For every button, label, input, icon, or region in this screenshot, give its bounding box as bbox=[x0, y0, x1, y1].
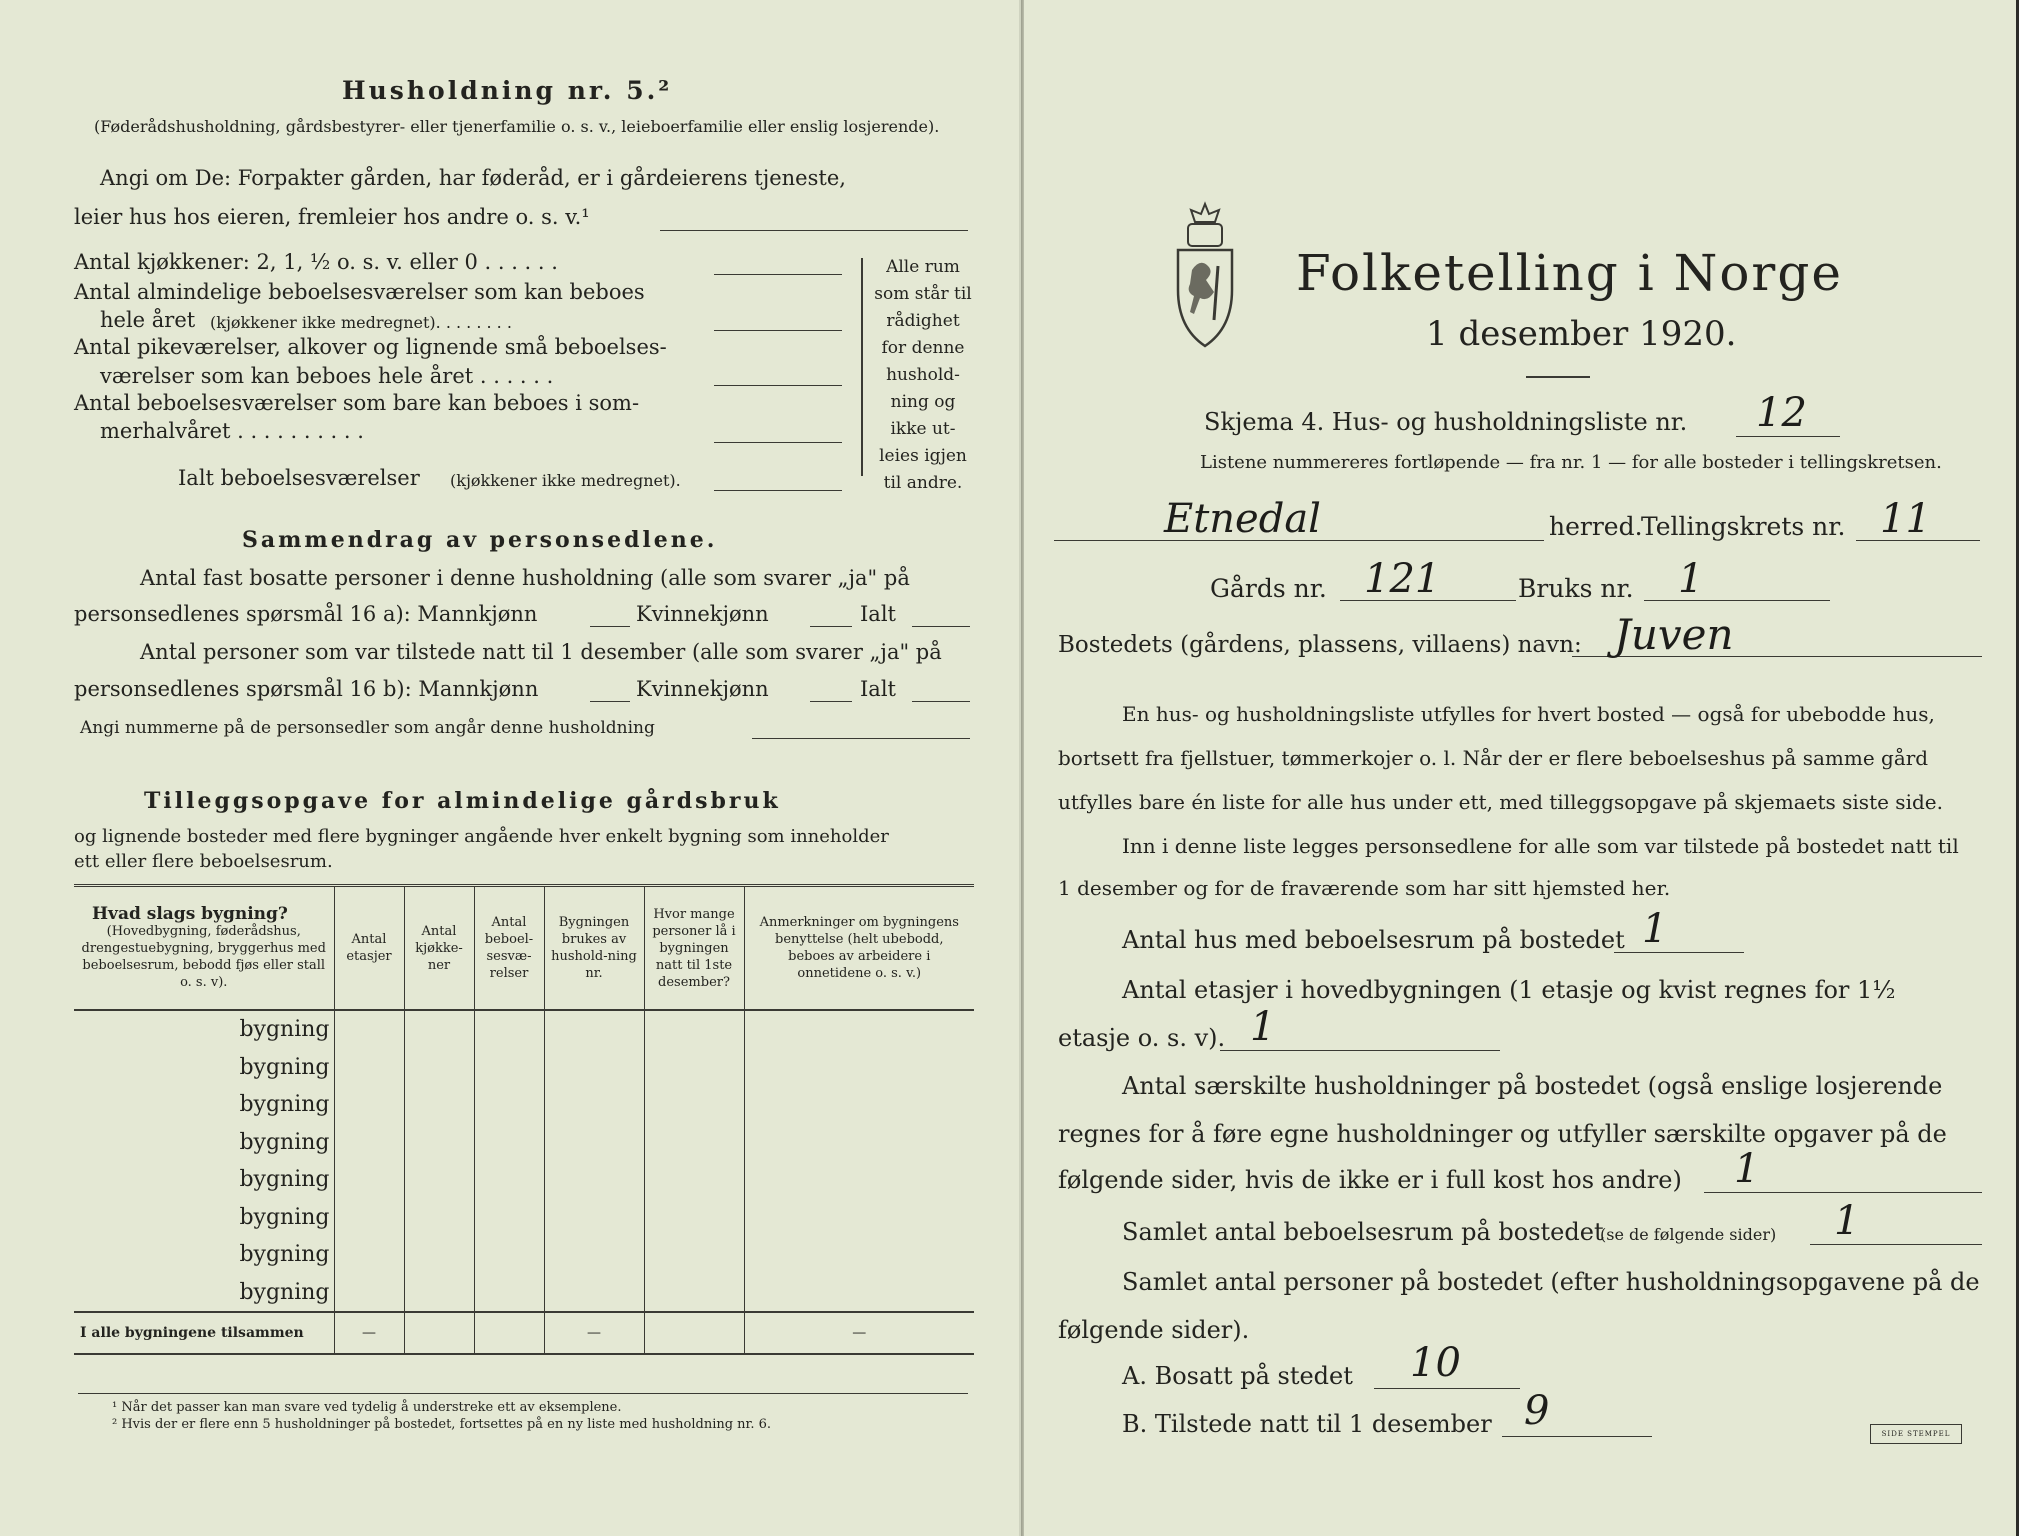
present-value: 9 bbox=[1524, 1388, 1550, 1434]
total-row bbox=[74, 1312, 974, 1354]
census-title: Folketelling i Norge bbox=[1296, 244, 1843, 302]
rooms-total-value: 1 bbox=[1834, 1198, 1860, 1244]
floors-answer-line bbox=[1220, 1050, 1500, 1051]
remarks-cell[interactable] bbox=[744, 1086, 974, 1124]
rooms-cell[interactable] bbox=[474, 1124, 544, 1162]
kitchens-cell[interactable] bbox=[404, 1086, 474, 1124]
household-no-cell[interactable] bbox=[544, 1199, 644, 1237]
occupancy-answer-line bbox=[660, 230, 968, 231]
building-type-cell[interactable] bbox=[74, 1049, 334, 1087]
table-row bbox=[74, 1274, 974, 1313]
remarks-cell[interactable] bbox=[744, 1161, 974, 1199]
rooms-cell[interactable] bbox=[474, 1086, 544, 1124]
bruks-label: Bruks nr. bbox=[1518, 574, 1634, 603]
persons-total-line2: følgende sider). bbox=[1058, 1316, 1250, 1344]
col-building-type-text: (Hovedbygning, føderådshus, drengestuebygning, bryggerhus med beboelsesrum, bebodd fjøs eller stall o. s. v). bbox=[81, 923, 326, 990]
buildings-table bbox=[74, 884, 974, 1355]
total-rooms-label: Ialt beboelsesværelser bbox=[178, 466, 420, 490]
footnote-1: ¹ Når det passer kan man svare ved tydelig å understreke ett av eksemplene. bbox=[112, 1400, 622, 1415]
side-note-line: rådighet bbox=[886, 311, 960, 331]
present-female-line bbox=[810, 701, 852, 702]
present-male-line bbox=[590, 701, 630, 702]
summary-resident-line2: personsedlenes spørsmål 16 a): Mannkjønn bbox=[74, 602, 538, 626]
row-label: bygning bbox=[239, 1054, 330, 1080]
ordinary-rooms-line2: hele året bbox=[100, 308, 196, 332]
building-type-cell[interactable] bbox=[74, 1274, 334, 1313]
table-row bbox=[74, 1086, 974, 1124]
instructions-2-line1: Inn i denne liste legges personsedlene for alle som var tilstede på bostedet natt til bbox=[1122, 834, 1959, 858]
supplement-text-line1: og lignende bosteder med flere bygninger angående hver enkelt bygning som inneholder bbox=[74, 826, 889, 847]
kitchens-cell[interactable] bbox=[404, 1199, 474, 1237]
row-label: bygning bbox=[239, 1242, 330, 1268]
bosted-value: Juven bbox=[1614, 610, 1734, 659]
col-floors: Antal etasjer bbox=[334, 886, 404, 1011]
bruks-value: 1 bbox=[1678, 556, 1704, 602]
houses-value: 1 bbox=[1642, 906, 1668, 952]
floors-line1: Antal etasjer i hovedbygningen (1 etasje og kvist regnes for 1½ bbox=[1122, 976, 1896, 1004]
table-row bbox=[74, 1161, 974, 1199]
side-note-line: Alle rum bbox=[886, 257, 960, 277]
rooms-total-label: Samlet antal beboelsesrum på bostedet bbox=[1122, 1218, 1604, 1246]
persons-cell[interactable] bbox=[644, 1161, 744, 1199]
instructions-1-line3: utfylles bare én liste for alle hus under ett, med tilleggsopgave på skjemaets siste side. bbox=[1058, 790, 1943, 814]
households-value: 1 bbox=[1734, 1146, 1760, 1192]
household-no-cell[interactable] bbox=[544, 1124, 644, 1162]
persons-cell[interactable] bbox=[644, 1010, 744, 1049]
bruks-line bbox=[1644, 600, 1830, 601]
rooms-cell[interactable] bbox=[474, 1274, 544, 1313]
census-date: 1 desember 1920. bbox=[1426, 314, 1737, 354]
floors-cell[interactable] bbox=[334, 1199, 404, 1237]
remarks-cell[interactable] bbox=[744, 1049, 974, 1087]
herred-value: Etnedal bbox=[1164, 496, 1321, 542]
summary-present-line1: Antal personer som var tilstede natt til 1 desember (alle som svarer „ja" på bbox=[140, 640, 942, 664]
occupancy-question-line1: Angi om De: Forpakter gården, har føderåd, er i gårdeierens tjeneste, bbox=[100, 166, 846, 190]
remarks-cell[interactable] bbox=[744, 1236, 974, 1274]
total-floors-cell: — bbox=[334, 1312, 404, 1354]
publisher-stamp-text: SIDE STEMPEL bbox=[1881, 1430, 1951, 1438]
col-rooms: Antal beboel-sesvæ-relser bbox=[474, 886, 544, 1011]
building-type-cell[interactable] bbox=[74, 1161, 334, 1199]
remarks-cell[interactable] bbox=[744, 1010, 974, 1049]
total-rooms-answer-line bbox=[714, 490, 842, 491]
resident-female-label: Kvinnekjønn bbox=[636, 602, 769, 626]
floors-cell[interactable] bbox=[334, 1236, 404, 1274]
summary-present-line2: personsedlenes spørsmål 16 b): Mannkjønn bbox=[74, 677, 539, 701]
gards-value: 121 bbox=[1364, 556, 1441, 602]
total-persons-cell bbox=[644, 1312, 744, 1354]
row-label: bygning bbox=[239, 1279, 330, 1305]
schema-number-value: 12 bbox=[1756, 390, 1807, 436]
side-note-line: for denne bbox=[881, 338, 965, 358]
floors-cell[interactable] bbox=[334, 1274, 404, 1313]
col-household-no: Bygningen brukes av hushold-ning nr. bbox=[544, 886, 644, 1011]
household-no-cell[interactable] bbox=[544, 1086, 644, 1124]
household-no-cell[interactable] bbox=[544, 1236, 644, 1274]
persons-cell[interactable] bbox=[644, 1274, 744, 1313]
persons-cell[interactable] bbox=[644, 1124, 744, 1162]
side-note-line: som står til bbox=[874, 284, 972, 304]
summary-title: Sammendrag av personsedlene. bbox=[242, 527, 718, 553]
households-line3: følgende sider, hvis de ikke er i full kost hos andre) bbox=[1058, 1166, 1682, 1194]
row-label: bygning bbox=[239, 1092, 330, 1118]
summer-rooms-answer-line bbox=[714, 442, 842, 443]
floors-line2: etasje o. s. v). bbox=[1058, 1024, 1226, 1052]
instructions-1-line2: bortsett fra fjellstuer, tømmerkojer o. l. Når der er flere beboelseshus på samme gård bbox=[1058, 746, 1929, 770]
footnote-divider bbox=[78, 1393, 968, 1394]
ordinary-rooms-note: (kjøkkener ikke medregnet). . . . . . . . bbox=[210, 313, 512, 332]
kitchens-cell[interactable] bbox=[404, 1274, 474, 1313]
bosted-label: Bostedets (gårdens, plassens, villaens) navn: bbox=[1058, 632, 1582, 658]
rooms-cell[interactable] bbox=[474, 1010, 544, 1049]
kitchens-cell[interactable] bbox=[404, 1161, 474, 1199]
building-type-cell[interactable] bbox=[74, 1236, 334, 1274]
rooms-cell[interactable] bbox=[474, 1199, 544, 1237]
schema-label: Skjema 4. Hus- og husholdningsliste nr. bbox=[1204, 408, 1688, 436]
table-row bbox=[74, 1010, 974, 1049]
table-header-row bbox=[74, 886, 974, 1011]
houses-line bbox=[1614, 952, 1744, 953]
side-note-line: ning og bbox=[890, 392, 956, 412]
household-no-cell[interactable] bbox=[544, 1010, 644, 1049]
resident-total-line bbox=[912, 626, 970, 627]
coat-of-arms-icon bbox=[1172, 200, 1238, 350]
title-rule bbox=[1526, 376, 1590, 378]
total-row-label: I alle bygningene tilsammen bbox=[74, 1312, 334, 1354]
rooms-brace bbox=[853, 258, 863, 476]
floors-cell[interactable] bbox=[334, 1086, 404, 1124]
kitchens-cell[interactable] bbox=[404, 1124, 474, 1162]
resident-total-label: Ialt bbox=[860, 602, 896, 626]
rooms-cell[interactable] bbox=[474, 1236, 544, 1274]
side-note-line: leies igjen bbox=[879, 446, 967, 466]
resident-female-line bbox=[810, 626, 852, 627]
schema-number-line bbox=[1736, 436, 1840, 437]
households-answer-line bbox=[1704, 1192, 1982, 1193]
supplement-title: Tilleggsopgave for almindelige gårdsbruk bbox=[144, 788, 781, 814]
instructions-2-line2: 1 desember og for de fraværende som har sitt hjemsted her. bbox=[1058, 876, 1671, 900]
floors-cell[interactable] bbox=[334, 1010, 404, 1049]
ordinary-rooms-line1: Antal almindelige beboelsesværelser som kan beboes bbox=[74, 280, 645, 304]
supplement-text-line2: ett eller flere beboelsesrum. bbox=[74, 851, 333, 872]
persons-cell[interactable] bbox=[644, 1086, 744, 1124]
maid-rooms-answer-line bbox=[714, 385, 842, 386]
gards-label: Gårds nr. bbox=[1210, 574, 1327, 603]
resident-value: 10 bbox=[1410, 1340, 1461, 1386]
krets-value: 11 bbox=[1880, 496, 1931, 542]
table-row bbox=[74, 1199, 974, 1237]
right-page bbox=[1024, 0, 2016, 1536]
instructions-1-line1: En hus- og husholdningsliste utfylles for hvert bosted — også for ubebodde hus, bbox=[1122, 702, 1935, 726]
row-label: bygning bbox=[239, 1167, 330, 1193]
row-label: bygning bbox=[239, 1204, 330, 1230]
building-type-cell[interactable] bbox=[74, 1086, 334, 1124]
rooms-total-line bbox=[1810, 1244, 1982, 1245]
numbers-line: Angi nummerne på de personsedler som angår denne husholdning bbox=[80, 718, 655, 738]
summary-resident-line1: Antal fast bosatte personer i denne husholdning (alle som svarer „ja" på bbox=[140, 566, 910, 590]
present-female-label: Kvinnekjønn bbox=[636, 677, 769, 701]
summer-rooms-line1: Antal beboelsesværelser som bare kan beboes i som- bbox=[74, 391, 640, 415]
numbering-note: Listene nummereres fortløpende — fra nr. 1 — for alle bosteder i tellingskretsen. bbox=[1200, 452, 1942, 473]
household-subtitle: (Føderådshusholdning, gårdsbestyrer- eller tjenerfamilie o. s. v., leieboerfamilie eller enslig losjerende). bbox=[94, 117, 940, 136]
herred-label: herred. bbox=[1549, 512, 1643, 541]
krets-label: Tellingskrets nr. bbox=[1641, 512, 1846, 541]
rooms-total-note: (se de følgende sider) bbox=[1600, 1225, 1777, 1244]
side-note-line: til andre. bbox=[883, 473, 963, 493]
col-kitchens: Antal kjøkke-ner bbox=[404, 886, 474, 1011]
table-row bbox=[74, 1049, 974, 1087]
resident-label: A. Bosatt på stedet bbox=[1122, 1362, 1353, 1390]
persons-cell[interactable] bbox=[644, 1236, 744, 1274]
rooms-cell[interactable] bbox=[474, 1161, 544, 1199]
remarks-cell[interactable] bbox=[744, 1199, 974, 1237]
floors-cell[interactable] bbox=[334, 1049, 404, 1087]
present-total-label: Ialt bbox=[860, 677, 896, 701]
households-line1: Antal særskilte husholdninger på bostedet (også enslige losjerende bbox=[1122, 1072, 1943, 1100]
building-type-cell[interactable] bbox=[74, 1010, 334, 1049]
remarks-cell[interactable] bbox=[744, 1124, 974, 1162]
floors-value: 1 bbox=[1250, 1004, 1276, 1050]
occupancy-question-line2: leier hus hos eieren, fremleier hos andre o. s. v.¹ bbox=[74, 205, 590, 229]
col-building-type bbox=[74, 886, 334, 1011]
numbers-answer-line bbox=[752, 738, 970, 739]
rooms-cell[interactable] bbox=[474, 1049, 544, 1087]
kitchens-cell[interactable] bbox=[404, 1049, 474, 1087]
household-no-cell[interactable] bbox=[544, 1049, 644, 1087]
ordinary-rooms-answer-line bbox=[714, 330, 842, 331]
total-household-cell: — bbox=[544, 1312, 644, 1354]
col-remarks: Anmerkninger om bygningens benyttelse (helt ubebodd, beboes av arbeidere i onnetidene o. s. v.) bbox=[744, 886, 974, 1011]
kitchens-answer-line bbox=[714, 274, 842, 275]
persons-cell[interactable] bbox=[644, 1049, 744, 1087]
table-row bbox=[74, 1124, 974, 1162]
building-type-cell[interactable] bbox=[74, 1124, 334, 1162]
row-label: bygning bbox=[239, 1129, 330, 1155]
total-kitchens-cell bbox=[404, 1312, 474, 1354]
building-type-cell[interactable] bbox=[74, 1199, 334, 1237]
resident-male-line bbox=[590, 626, 630, 627]
table-row bbox=[74, 1236, 974, 1274]
present-total-line bbox=[912, 701, 970, 702]
kitchens-cell[interactable] bbox=[404, 1236, 474, 1274]
side-note-line: hushold- bbox=[886, 365, 960, 385]
maid-rooms-line1: Antal pikeværelser, alkover og lignende små beboelses- bbox=[74, 335, 667, 359]
total-rooms-note: (kjøkkener ikke medregnet). bbox=[450, 471, 681, 490]
row-label: bygning bbox=[239, 1017, 330, 1043]
publisher-stamp bbox=[1870, 1424, 1962, 1444]
kitchens-cell[interactable] bbox=[404, 1010, 474, 1049]
present-label: B. Tilstede natt til 1 desember bbox=[1122, 1410, 1492, 1438]
kitchens-label: Antal kjøkkener: 2, 1, ½ o. s. v. eller 0 . . . . . . bbox=[74, 250, 558, 274]
total-remarks-cell: — bbox=[744, 1312, 974, 1354]
households-line2: regnes for å føre egne husholdninger og utfyller særskilte opgaver på de bbox=[1058, 1120, 1947, 1148]
summer-rooms-line2: merhalvåret . . . . . . . . . . bbox=[100, 419, 364, 443]
persons-cell[interactable] bbox=[644, 1199, 744, 1237]
floors-cell[interactable] bbox=[334, 1124, 404, 1162]
col-building-type-title: Hvad slags bygning? bbox=[92, 903, 288, 924]
household-no-cell[interactable] bbox=[544, 1161, 644, 1199]
footnote-2: ² Hvis der er flere enn 5 husholdninger på bostedet, fortsettes på en ny liste med husholdning nr. 6. bbox=[112, 1417, 772, 1432]
rooms-side-note bbox=[868, 254, 978, 497]
side-note-line: ikke ut- bbox=[890, 419, 956, 439]
household-title: Husholdning nr. 5.² bbox=[342, 76, 673, 105]
present-line bbox=[1502, 1436, 1652, 1437]
houses-label: Antal hus med beboelsesrum på bostedet bbox=[1122, 926, 1625, 954]
persons-total-line1: Samlet antal personer på bostedet (efter husholdningsopgavene på de bbox=[1122, 1268, 1980, 1296]
remarks-cell[interactable] bbox=[744, 1274, 974, 1313]
col-persons: Hvor mange personer lå i bygningen natt til 1ste desember? bbox=[644, 886, 744, 1011]
floors-cell[interactable] bbox=[334, 1161, 404, 1199]
maid-rooms-line2: værelser som kan beboes hele året . . . . . . bbox=[100, 364, 554, 388]
total-rooms-cell bbox=[474, 1312, 544, 1354]
resident-line bbox=[1374, 1388, 1520, 1389]
household-no-cell[interactable] bbox=[544, 1274, 644, 1313]
